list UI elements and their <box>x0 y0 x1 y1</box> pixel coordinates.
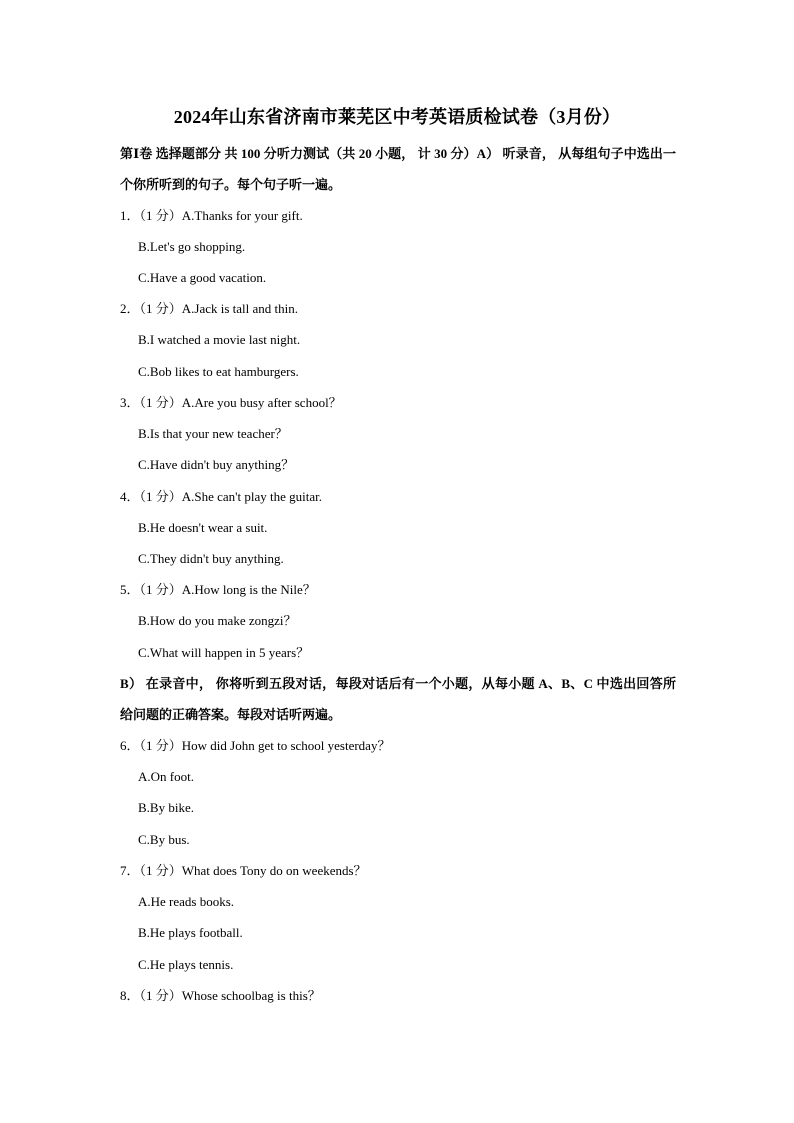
question-8-stem: 8．（1 分）Whose schoolbag is this？ <box>120 988 321 1003</box>
question-4-option-c: C.They didn't buy anything. <box>138 551 284 566</box>
question-3-option-c: C.Have didn't buy anything？ <box>138 457 295 472</box>
question-4-option-b: B.He doesn't wear a suit. <box>138 520 268 535</box>
exam-title: 2024年山东省济南市莱芜区中考英语质检试卷（3月份） <box>173 107 621 127</box>
question-2-option-b: B.I watched a movie last night. <box>138 332 301 347</box>
question-6-option-b: B.By bike. <box>138 800 194 815</box>
question-1-stem: 1．（1 分）A.Thanks for your gift. <box>120 208 303 223</box>
question-7-option-c: C.He plays tennis. <box>138 957 234 972</box>
section-b-instructions: B） 在录音中， 你将听到五段对话，每段对话后有一个小题，从每小题 A、B、C 中选出回答所给问题的正确答案。每段对话听两遍。 <box>120 676 676 722</box>
question-7-option-b: B.He plays football. <box>138 925 243 940</box>
question-3-stem: 3．（1 分）A.Are you busy after school？ <box>120 395 342 410</box>
question-1-option-c: C.Have a good vacation. <box>138 270 267 285</box>
question-2-stem: 2．（1 分）A.Jack is tall and thin. <box>120 301 299 316</box>
question-6-stem: 6．（1 分）How did John get to school yesterday？ <box>120 738 391 753</box>
question-5-option-b: B.How do you make zongzi？ <box>138 613 297 628</box>
question-2-option-c: C.Bob likes to eat hamburgers. <box>138 364 299 379</box>
question-6-option-c: C.By bus. <box>138 832 190 847</box>
question-7-stem: 7．（1 分）What does Tony do on weekends？ <box>120 863 367 878</box>
question-6-option-a: A.On foot. <box>138 769 194 784</box>
question-7-option-a: A.He reads books. <box>138 894 235 909</box>
question-1-option-b: B.Let's go shopping. <box>138 239 246 254</box>
question-5-stem: 5．（1 分）A.How long is the Nile？ <box>120 582 316 597</box>
question-5-option-c: C.What will happen in 5 years？ <box>138 645 310 660</box>
question-4-stem: 4．（1 分）A.She can't play the guitar. <box>120 489 323 504</box>
section-a-instructions: 第Ⅰ卷 选择题部分 共 100 分听力测试（共 20 小题， 计 30 分）A） 听录音， 从每组句子中选出一个你所听到的句子。每个句子听一遍。 <box>120 146 676 192</box>
question-3-option-b: B.Is that your new teacher？ <box>138 426 288 441</box>
